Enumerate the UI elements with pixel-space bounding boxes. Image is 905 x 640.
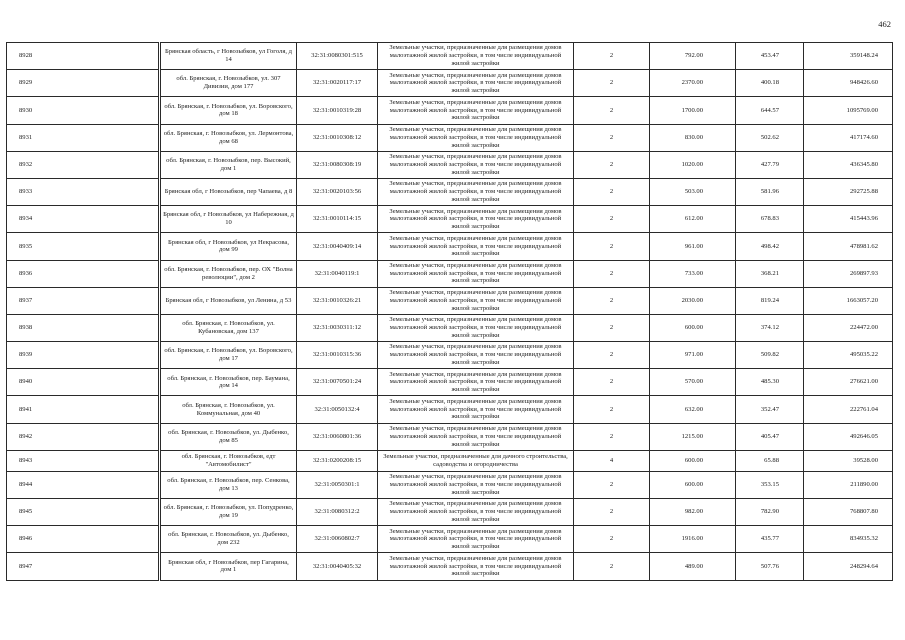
rate-cell: 509.82: [736, 342, 804, 369]
address-cell: Брянская область, г Новозыбков, ул Гоголя, д 14: [161, 43, 297, 70]
address-cell: обл. Брянская, г. Новозыбков, ул. Дыбенко, дом 85: [161, 423, 297, 450]
table-row: [7, 450, 893, 471]
category-cell: 2: [574, 70, 650, 97]
cadastral-number-cell: 32:31:0040409:14: [297, 233, 378, 260]
cadastral-number-cell: 32:31:0010326:21: [297, 287, 378, 314]
cadastral-value-cell: 224472.00: [804, 314, 893, 341]
cadastral-value-cell: 948426.60: [804, 70, 893, 97]
category-cell: 2: [574, 396, 650, 423]
rate-cell: 502.62: [736, 124, 804, 151]
rate-cell: 782.90: [736, 499, 804, 526]
rate-cell: 485.30: [736, 369, 804, 396]
cadastral-value-cell: 359148.24: [804, 43, 893, 70]
cadastral-value-cell: 39528.00: [804, 450, 893, 471]
row-number: 8932: [7, 151, 159, 178]
cadastral-value-table: [6, 42, 892, 581]
address-cell: обл. Брянская, г. Новозыбков, ул. Дыбенко, дом 232: [161, 526, 297, 553]
row-number: 8939: [7, 342, 159, 369]
page-number: 462: [878, 19, 891, 29]
area-cell: 971.00: [650, 342, 736, 369]
area-cell: 733.00: [650, 260, 736, 287]
rate-cell: 507.76: [736, 553, 804, 580]
rate-cell: 644.57: [736, 97, 804, 124]
category-cell: 2: [574, 369, 650, 396]
land-use-cell: Земельные участки, предназначенные для размещения домов малоэтажной жилой застройки, в том числе индивидуальной жилой застройки: [378, 396, 574, 423]
cadastral-number-cell: 32:31:0040119:1: [297, 260, 378, 287]
land-use-cell: Земельные участки, предназначенные для размещения домов малоэтажной жилой застройки, в том числе индивидуальной жилой застройки: [378, 423, 574, 450]
land-use-cell: Земельные участки, предназначенные для размещения домов малоэтажной жилой застройки, в том числе индивидуальной жилой застройки: [378, 553, 574, 580]
category-cell: 2: [574, 526, 650, 553]
row-number: 8934: [7, 206, 159, 233]
address-cell: обл. Брянская, г. Новозыбков, ул. Воровского, дом 17: [161, 342, 297, 369]
land-use-cell: Земельные участки, предназначенные для размещения домов малоэтажной жилой застройки, в том числе индивидуальной жилой застройки: [378, 206, 574, 233]
rate-cell: 819.24: [736, 287, 804, 314]
table-row: [7, 526, 893, 553]
rate-cell: 453.47: [736, 43, 804, 70]
address-cell: Брянская обл, г Новозыбков, ул Ленина, д 53: [161, 287, 297, 314]
land-use-cell: Земельные участки, предназначенные для размещения домов малоэтажной жилой застройки, в том числе индивидуальной жилой застройки: [378, 124, 574, 151]
row-number: 8938: [7, 314, 159, 341]
category-cell: 2: [574, 178, 650, 205]
cadastral-value-cell: 292725.88: [804, 178, 893, 205]
address-cell: обл. Брянская, г. Новозыбков, ул. Лермонтова, дом 68: [161, 124, 297, 151]
land-use-cell: Земельные участки, предназначенные для размещения домов малоэтажной жилой застройки, в том числе индивидуальной жилой застройки: [378, 342, 574, 369]
row-number: 8947: [7, 553, 159, 580]
cadastral-number-cell: 32:31:0060801:36: [297, 423, 378, 450]
land-use-cell: Земельные участки, предназначенные для размещения домов малоэтажной жилой застройки, в том числе индивидуальной жилой застройки: [378, 499, 574, 526]
category-cell: 2: [574, 553, 650, 580]
rate-cell: 435.77: [736, 526, 804, 553]
table-row: [7, 124, 893, 151]
cadastral-number-cell: 32:31:0200208:15: [297, 450, 378, 471]
table-row: [7, 233, 893, 260]
address-cell: обл. Брянская, г. Новозыбков, пер. ОХ "Волна революции", дом 2: [161, 260, 297, 287]
cadastral-value-cell: 1095769.00: [804, 97, 893, 124]
category-cell: 2: [574, 423, 650, 450]
cadastral-value-cell: 492646.05: [804, 423, 893, 450]
area-cell: 961.00: [650, 233, 736, 260]
table-row: [7, 43, 893, 70]
address-cell: обл. Брянская, г. Новозыбков, ул. Кубановская, дом 137: [161, 314, 297, 341]
cadastral-number-cell: 32:31:0080308:19: [297, 151, 378, 178]
category-cell: 2: [574, 342, 650, 369]
category-cell: 2: [574, 124, 650, 151]
area-cell: 830.00: [650, 124, 736, 151]
table-row: [7, 396, 893, 423]
area-cell: 503.00: [650, 178, 736, 205]
area-cell: 600.00: [650, 450, 736, 471]
category-cell: 2: [574, 499, 650, 526]
land-use-cell: Земельные участки, предназначенные для размещения домов малоэтажной жилой застройки, в том числе индивидуальной жилой застройки: [378, 151, 574, 178]
cadastral-number-cell: 32:31:0050301:1: [297, 471, 378, 498]
area-cell: 612.00: [650, 206, 736, 233]
row-number: 8930: [7, 97, 159, 124]
table-row: [7, 151, 893, 178]
area-cell: 600.00: [650, 471, 736, 498]
address-cell: обл. Брянская, г. Новозыбков, ул. Попудренко, дом 19: [161, 499, 297, 526]
address-cell: Брянская обл, г Новозыбков, пер Чапаева, д 8: [161, 178, 297, 205]
row-number: 8929: [7, 70, 159, 97]
table-row: [7, 178, 893, 205]
table-row: [7, 206, 893, 233]
cadastral-value-cell: 248294.64: [804, 553, 893, 580]
area-cell: 792.00: [650, 43, 736, 70]
cadastral-number-cell: 32:31:0030311:12: [297, 314, 378, 341]
cadastral-value-cell: 768807.80: [804, 499, 893, 526]
category-cell: 4: [574, 450, 650, 471]
category-cell: 2: [574, 151, 650, 178]
row-number: 8940: [7, 369, 159, 396]
land-use-cell: Земельные участки, предназначенные для размещения домов малоэтажной жилой застройки, в том числе индивидуальной жилой застройки: [378, 233, 574, 260]
cadastral-number-cell: 32:31:0070501:24: [297, 369, 378, 396]
area-cell: 982.00: [650, 499, 736, 526]
area-cell: 600.00: [650, 314, 736, 341]
land-use-cell: Земельные участки, предназначенные для размещения домов малоэтажной жилой застройки, в том числе индивидуальной жилой застройки: [378, 471, 574, 498]
rate-cell: 498.42: [736, 233, 804, 260]
land-use-cell: Земельные участки, предназначенные для размещения домов малоэтажной жилой застройки, в том числе индивидуальной жилой застройки: [378, 260, 574, 287]
cadastral-value-cell: 269897.93: [804, 260, 893, 287]
category-cell: 2: [574, 206, 650, 233]
category-cell: 2: [574, 471, 650, 498]
row-number: 8931: [7, 124, 159, 151]
rate-cell: 374.12: [736, 314, 804, 341]
land-use-cell: Земельные участки, предназначенные для размещения домов малоэтажной жилой застройки, в том числе индивидуальной жилой застройки: [378, 43, 574, 70]
category-cell: 2: [574, 43, 650, 70]
cadastral-value-cell: 211890.00: [804, 471, 893, 498]
address-cell: Брянская обл, г Новозыбков, ул Некрасова, дом 99: [161, 233, 297, 260]
address-cell: Брянская обл, г Новозыбков, ул Набережная, д 10: [161, 206, 297, 233]
row-number: 8942: [7, 423, 159, 450]
cadastral-number-cell: 32:31:0010114:15: [297, 206, 378, 233]
land-use-cell: Земельные участки, предназначенные для размещения домов малоэтажной жилой застройки, в том числе индивидуальной жилой застройки: [378, 314, 574, 341]
row-number: 8933: [7, 178, 159, 205]
cadastral-number-cell: 32:31:0080312:2: [297, 499, 378, 526]
area-cell: 2370.00: [650, 70, 736, 97]
land-use-cell: Земельные участки, предназначенные для размещения домов малоэтажной жилой застройки, в том числе индивидуальной жилой застройки: [378, 178, 574, 205]
table-row: [7, 499, 893, 526]
cadastral-number-cell: 32:31:0020117:17: [297, 70, 378, 97]
area-cell: 489.00: [650, 553, 736, 580]
table-row: [7, 423, 893, 450]
area-cell: 1215.00: [650, 423, 736, 450]
cadastral-number-cell: 32:31:0050132:4: [297, 396, 378, 423]
cadastral-number-cell: 32:31:0010315:36: [297, 342, 378, 369]
address-cell: обл. Брянская, г. Новозыбков, пер. Высокий, дом 1: [161, 151, 297, 178]
land-use-cell: Земельные участки, предназначенные для дачного строительства, садоводства и огородничества: [378, 450, 574, 471]
rate-cell: 368.21: [736, 260, 804, 287]
row-number: 8935: [7, 233, 159, 260]
table-row: [7, 287, 893, 314]
rate-cell: 405.47: [736, 423, 804, 450]
rate-cell: 352.47: [736, 396, 804, 423]
address-cell: обл. Брянская, г. Новозыбков, едт "Автомобилист": [161, 450, 297, 471]
cadastral-number-cell: 32:31:0010319:28: [297, 97, 378, 124]
address-cell: обл. Брянская, г. Новозыбков, пер. Сенкова, дом 13: [161, 471, 297, 498]
land-use-cell: Земельные участки, предназначенные для размещения домов малоэтажной жилой застройки, в том числе индивидуальной жилой застройки: [378, 70, 574, 97]
row-number: 8936: [7, 260, 159, 287]
cadastral-value-cell: 276621.00: [804, 369, 893, 396]
table-row: [7, 260, 893, 287]
category-cell: 2: [574, 97, 650, 124]
rate-cell: 400.18: [736, 70, 804, 97]
area-cell: 1916.00: [650, 526, 736, 553]
rate-cell: 427.79: [736, 151, 804, 178]
rate-cell: 581.96: [736, 178, 804, 205]
category-cell: 2: [574, 314, 650, 341]
land-use-cell: Земельные участки, предназначенные для размещения домов малоэтажной жилой застройки, в том числе индивидуальной жилой застройки: [378, 369, 574, 396]
address-cell: обл. Брянская, г. Новозыбков, пер. Баумана, дом 14: [161, 369, 297, 396]
cadastral-value-cell: 1663057.20: [804, 287, 893, 314]
cadastral-value-cell: 834935.32: [804, 526, 893, 553]
cadastral-number-cell: 32:31:0080301:515: [297, 43, 378, 70]
cadastral-number-cell: 32:31:0010308:12: [297, 124, 378, 151]
address-cell: Брянская обл, г Новозыбков, пер Гагарина, дом 1: [161, 553, 297, 580]
cadastral-value-cell: 436345.80: [804, 151, 893, 178]
table-row: [7, 342, 893, 369]
land-use-cell: Земельные участки, предназначенные для размещения домов малоэтажной жилой застройки, в том числе индивидуальной жилой застройки: [378, 97, 574, 124]
row-number: 8943: [7, 450, 159, 471]
table-row: [7, 97, 893, 124]
cadastral-value-cell: 222761.04: [804, 396, 893, 423]
area-cell: 1020.00: [650, 151, 736, 178]
cadastral-value-cell: 417174.60: [804, 124, 893, 151]
row-number: 8945: [7, 499, 159, 526]
table-row: [7, 369, 893, 396]
cadastral-number-cell: 32:31:0040405:32: [297, 553, 378, 580]
category-cell: 2: [574, 260, 650, 287]
area-cell: 632.00: [650, 396, 736, 423]
category-cell: 2: [574, 233, 650, 260]
table-row: [7, 471, 893, 498]
cadastral-value-cell: 495035.22: [804, 342, 893, 369]
address-cell: обл. Брянская, г. Новозыбков, ул. Воровского, дом 18: [161, 97, 297, 124]
address-cell: обл. Брянская, г. Новозыбков, ул. Коммунальная, дом 40: [161, 396, 297, 423]
row-number: 8944: [7, 471, 159, 498]
row-number: 8937: [7, 287, 159, 314]
rate-cell: 65.88: [736, 450, 804, 471]
row-number: 8946: [7, 526, 159, 553]
address-cell: обл. Брянская, г. Новозыбков, ул. 307 Дивизии, дом 177: [161, 70, 297, 97]
table-row: [7, 314, 893, 341]
land-use-cell: Земельные участки, предназначенные для размещения домов малоэтажной жилой застройки, в том числе индивидуальной жилой застройки: [378, 526, 574, 553]
table-row: [7, 553, 893, 580]
area-cell: 1700.00: [650, 97, 736, 124]
rate-cell: 353.15: [736, 471, 804, 498]
table-row: [7, 70, 893, 97]
cadastral-number-cell: 32:31:0020103:56: [297, 178, 378, 205]
cadastral-value-cell: 478981.62: [804, 233, 893, 260]
land-use-cell: Земельные участки, предназначенные для размещения домов малоэтажной жилой застройки, в том числе индивидуальной жилой застройки: [378, 287, 574, 314]
row-number: 8941: [7, 396, 159, 423]
area-cell: 2030.00: [650, 287, 736, 314]
cadastral-number-cell: 32:31:0060802:7: [297, 526, 378, 553]
cadastral-value-cell: 415443.96: [804, 206, 893, 233]
category-cell: 2: [574, 287, 650, 314]
rate-cell: 678.83: [736, 206, 804, 233]
area-cell: 570.00: [650, 369, 736, 396]
row-number: 8928: [7, 43, 159, 70]
